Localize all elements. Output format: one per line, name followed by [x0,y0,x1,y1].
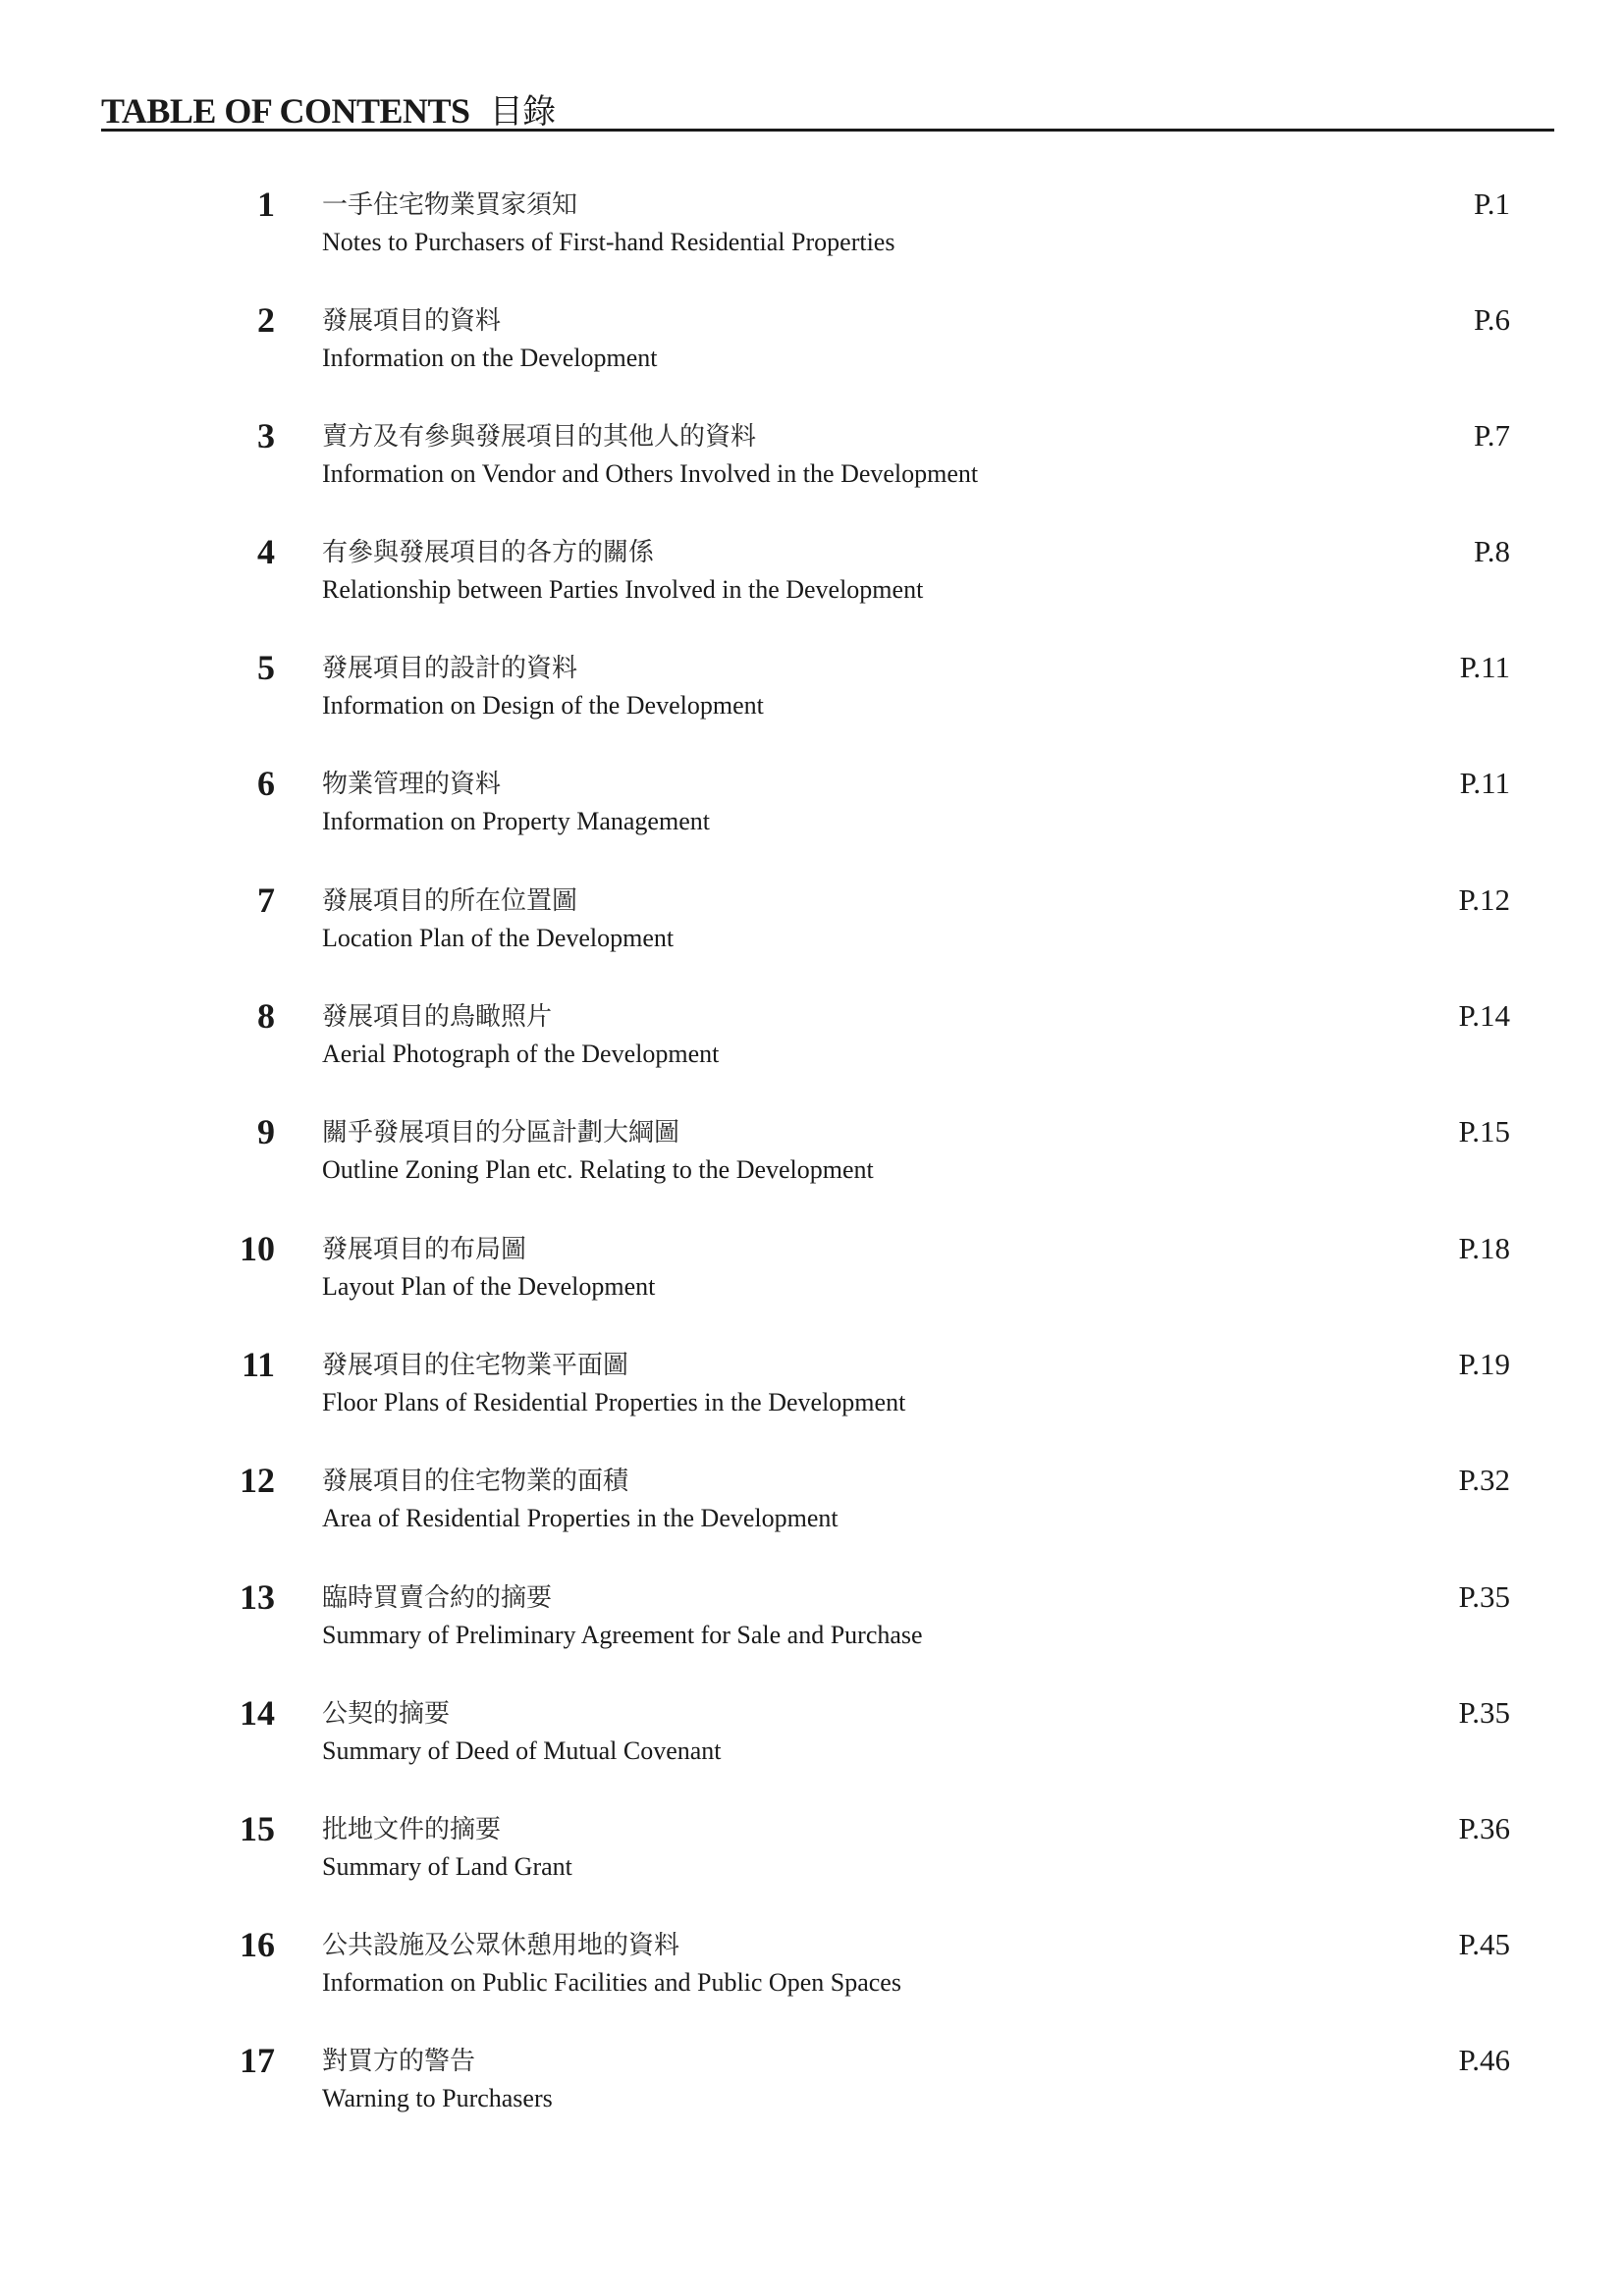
toc-entry-number: 17 [240,2041,275,2080]
toc-entry-title-zh: 關乎發展項目的分區計劃大綱圖 [322,1118,680,1148]
toc-entry[interactable] [0,1577,1624,1676]
toc-entry-page: P.7 [1473,418,1510,453]
toc-entry-page: P.35 [1458,1695,1510,1730]
toc-entry[interactable] [0,1925,1624,2023]
toc-entry-page: P.15 [1458,1114,1510,1148]
page-title-en: TABLE OF CONTENTS [101,91,470,131]
toc-entry-title-zh: 發展項目的設計的資料 [322,654,578,683]
toc-entry[interactable] [0,1461,1624,1559]
toc-entry-title-en: Floor Plans of Residential Properties in the Development [322,1388,906,1416]
toc-entry-title-zh: 公共設施及公眾休憩用地的資料 [322,1931,680,1960]
toc-entry-title-zh: 公契的摘要 [322,1699,451,1729]
toc-entry-number: 10 [240,1229,275,1268]
toc-entry-page: P.35 [1458,1579,1510,1614]
toc-entry-page: P.6 [1473,302,1510,337]
toc-entry-number: 6 [257,764,275,803]
toc-entry-title-en: Aerial Photograph of the Development [322,1040,720,1068]
toc-entry-page: P.32 [1458,1463,1510,1497]
toc-entry[interactable] [0,881,1624,979]
toc-entry-title-en: Information on Design of the Development [322,691,764,720]
toc-entry-title-en: Summary of Preliminary Agreement for Sale and Purchase [322,1621,923,1649]
toc-entry[interactable] [0,1112,1624,1210]
toc-entry[interactable] [0,1345,1624,1443]
toc-entry-page: P.8 [1473,534,1510,568]
toc-entry-page: P.19 [1458,1347,1510,1381]
toc-entry-title-en: Area of Residential Properties in the Development [322,1504,839,1532]
toc-entry[interactable] [0,1809,1624,1907]
toc-entry-title-zh: 臨時買賣合約的摘要 [322,1583,553,1613]
toc-entry-page: P.46 [1458,2043,1510,2077]
toc-entry-page: P.14 [1458,998,1510,1033]
toc-entry-number: 12 [240,1461,275,1500]
toc-entry-number: 5 [257,648,275,687]
page-header [101,86,1554,132]
toc-entry-number: 13 [240,1577,275,1617]
toc-entry[interactable] [0,2041,1624,2139]
toc-entry[interactable] [0,416,1624,514]
toc-entry[interactable] [0,996,1624,1095]
toc-entry[interactable] [0,648,1624,746]
toc-entry-title-en: Location Plan of the Development [322,924,675,952]
toc-entry-title-en: Information on the Development [322,344,658,372]
toc-entry-number: 2 [257,300,275,340]
toc-entry-title-zh: 發展項目的住宅物業的面積 [322,1467,629,1496]
toc-entry-title-en: Summary of Land Grant [322,1852,572,1881]
toc-entry-title-en: Information on Public Facilities and Public Open Spaces [322,1968,901,1997]
toc-entry-title-zh: 發展項目的所在位置圖 [322,886,578,916]
toc-entry-page: P.18 [1458,1231,1510,1265]
toc-entry-number: 16 [240,1925,275,1964]
toc-entry-title-zh: 物業管理的資料 [322,770,502,799]
toc-entry-title-zh: 賣方及有參與發展項目的其他人的資料 [322,422,757,452]
toc-entry-number: 8 [257,996,275,1036]
toc-entry-title-zh: 發展項目的住宅物業平面圖 [322,1351,629,1380]
toc-entry-number: 9 [257,1112,275,1151]
toc-entry-title-en: Summary of Deed of Mutual Covenant [322,1736,722,1765]
toc-entry-number: 4 [257,532,275,571]
toc-entry-title-zh: 一手住宅物業買家須知 [322,190,578,220]
toc-entry-number: 3 [257,416,275,455]
toc-entry-title-zh: 有參與發展項目的各方的關係 [322,538,655,567]
toc-entry-page: P.11 [1459,650,1510,684]
toc-entry[interactable] [0,1693,1624,1791]
toc-entry-title-en: Warning to Purchasers [322,2084,553,2112]
toc-entry-number: 7 [257,881,275,920]
toc-entry-title-zh: 批地文件的摘要 [322,1815,502,1844]
toc-entry-page: P.45 [1458,1927,1510,1961]
page-title-zh: 目錄 [489,92,556,132]
toc-entry-title-en: Notes to Purchasers of First-hand Residential Properties [322,228,895,256]
toc-entry[interactable] [0,764,1624,862]
toc-entry[interactable] [0,532,1624,630]
toc-entry-page: P.36 [1458,1811,1510,1845]
toc-entry[interactable] [0,1229,1624,1327]
page-title [101,91,556,132]
toc-entry-title-en: Information on Property Management [322,807,710,835]
toc-entry-title-zh: 發展項目的布局圖 [322,1235,527,1264]
toc-entry-number: 14 [240,1693,275,1733]
toc-entry-title-zh: 對買方的警告 [322,2047,476,2076]
toc-entry-number: 11 [241,1345,275,1384]
toc-entry-page: P.11 [1459,766,1510,800]
toc-entry-page: P.12 [1458,882,1510,917]
toc-entry-title-zh: 發展項目的鳥瞰照片 [322,1002,553,1032]
toc-entry[interactable] [0,185,1624,283]
toc-entry-title-zh: 發展項目的資料 [322,306,502,336]
toc-entry-page: P.1 [1473,187,1510,221]
toc-entry-number: 1 [257,185,275,224]
toc-entry-title-en: Outline Zoning Plan etc. Relating to the Development [322,1155,874,1184]
toc-entry-number: 15 [240,1809,275,1848]
toc-entry-title-en: Relationship between Parties Involved in the Development [322,575,924,604]
toc-entry[interactable] [0,300,1624,399]
toc-entry-title-en: Layout Plan of the Development [322,1272,656,1301]
toc-entry-title-en: Information on Vendor and Others Involved in the Development [322,459,979,488]
